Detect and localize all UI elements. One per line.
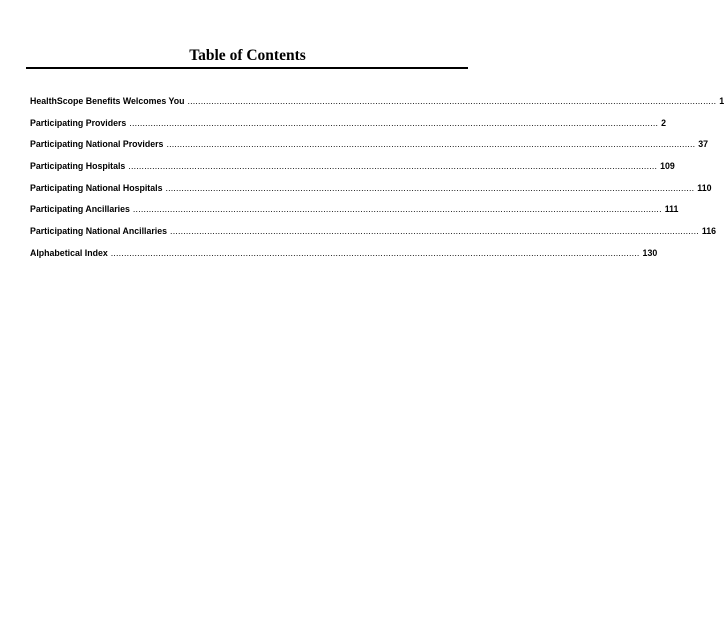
dot-leader: ........................................................................................................................................................................................................	[132, 204, 662, 215]
toc-entry-label: Participating National Providers	[30, 139, 164, 150]
dot-leader: ........................................................................................................................................................................................................	[165, 182, 695, 193]
dot-leader: ........................................................................................................................................................................................................	[187, 96, 717, 106]
dot-leader: ........................................................................................................................................................................................................	[166, 139, 696, 150]
toc-entry[interactable]	[30, 117, 667, 139]
dot-leader: ........................................................................................................................................................................................................	[110, 247, 640, 258]
toc-entry-label: Alphabetical Index	[30, 247, 108, 258]
toc-entry[interactable]	[30, 138, 709, 160]
toc-entry[interactable]	[30, 203, 679, 225]
toc-entry-page: 116	[701, 226, 717, 237]
title-divider	[26, 67, 468, 69]
dot-leader: ........................................................................................................................................................................................................	[129, 117, 659, 128]
page-title: Table of Contents	[189, 47, 306, 64]
toc-entry-label: Participating Providers	[30, 117, 127, 128]
dot-leader: ........................................................................................................................................................................................................	[170, 226, 699, 237]
toc-entry-label: Participating Hospitals	[30, 161, 126, 172]
toc-entry-label: Participating National Hospitals	[30, 182, 163, 193]
toc-list	[30, 95, 724, 269]
toc-entry[interactable]	[30, 182, 712, 204]
toc-entry[interactable]	[30, 225, 717, 247]
toc-entry[interactable]	[30, 160, 675, 182]
toc-entry-page: 110	[697, 182, 712, 193]
toc-entry[interactable]	[30, 247, 658, 269]
toc-entry-page: 2	[661, 117, 667, 128]
toc-entry-label: Participating Ancillaries	[30, 204, 130, 215]
dot-leader: ........................................................................................................................................................................................................	[128, 161, 658, 172]
toc-entry-page: 130	[642, 247, 658, 258]
toc-entry-label: HealthScope Benefits Welcomes You	[30, 96, 185, 106]
toc-entry-page: 109	[660, 161, 675, 172]
toc-entry-page: 111	[664, 204, 679, 215]
toc-entry[interactable]	[30, 95, 724, 117]
toc-entry-label: Participating National Ancillaries	[30, 226, 168, 237]
toc-entry-page: 1	[719, 96, 724, 106]
toc-entry-page: 37	[698, 139, 709, 150]
